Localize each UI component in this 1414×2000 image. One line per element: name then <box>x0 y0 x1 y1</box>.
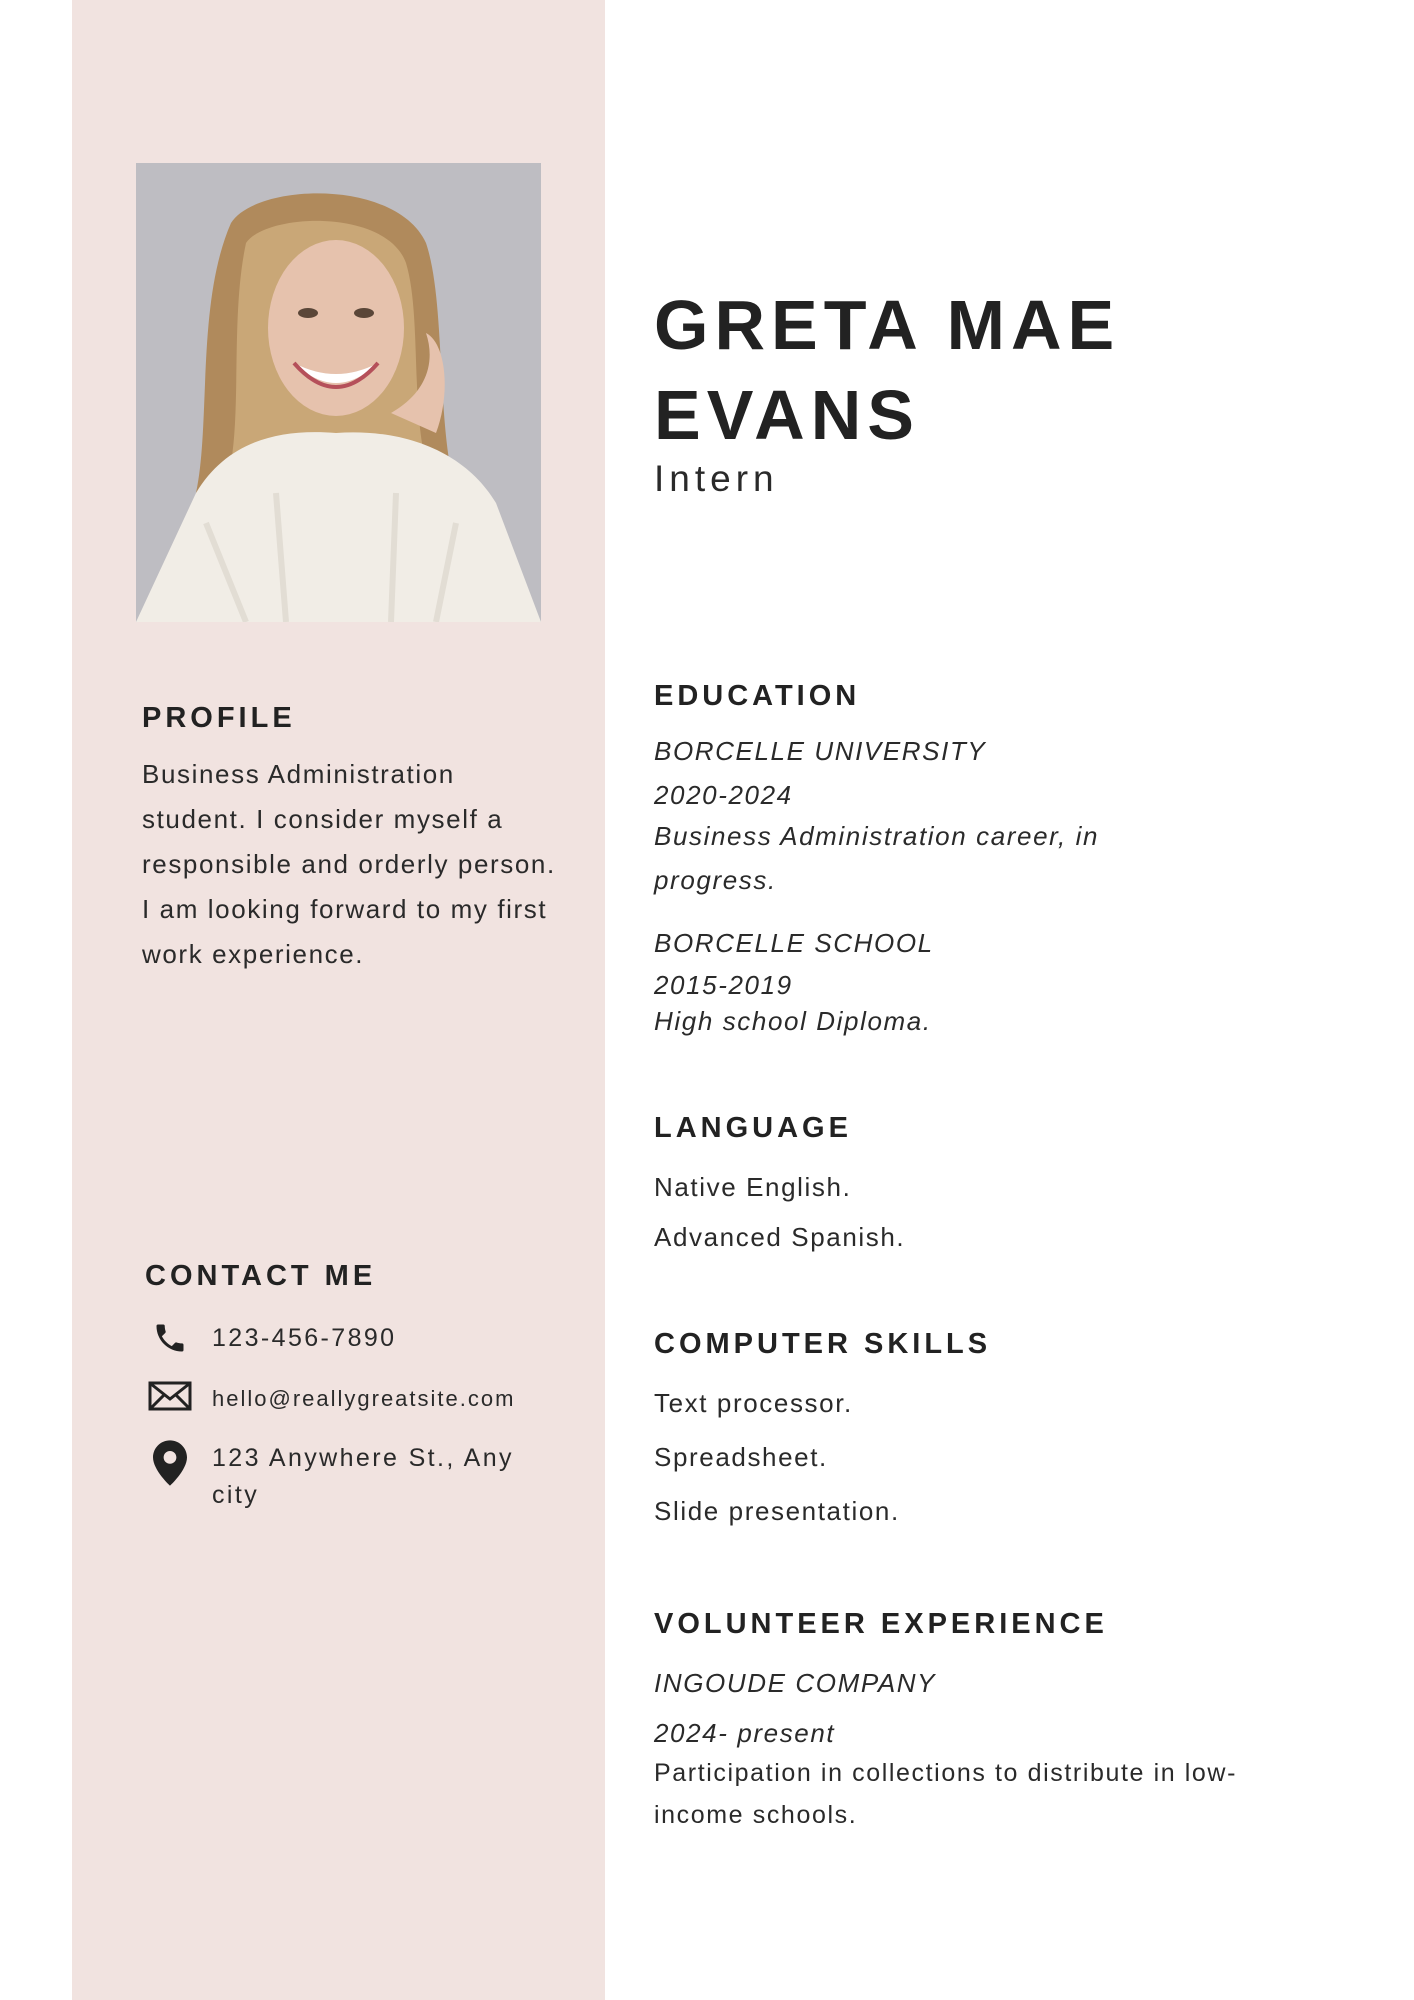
profile-heading: PROFILE <box>142 702 296 734</box>
address-text: 123 Anywhere St., Any city <box>212 1444 514 1509</box>
volunteer-description: Participation in collections to distribute in low-income schools. <box>654 1759 1238 1829</box>
education-years-1: 2020-2024 <box>654 780 793 810</box>
education-description-1: Business Administration career, in progress. <box>654 821 1100 895</box>
skill-item: Spreadsheet. <box>654 1442 828 1472</box>
language-heading: LANGUAGE <box>654 1112 852 1144</box>
contact-email <box>148 1380 532 1424</box>
skill-item: Text processor. <box>654 1388 853 1418</box>
language-item: Native English. <box>654 1172 852 1202</box>
education-years-2: 2015-2019 <box>654 970 793 1000</box>
name-line-2: EVANS <box>654 376 920 454</box>
volunteer-company: INGOUDE COMPANY <box>654 1668 937 1698</box>
language-item: Advanced Spanish. <box>654 1222 906 1252</box>
email-text: hello@reallygreatsite.com <box>212 1386 516 1411</box>
volunteer-period: 2024- present <box>654 1718 836 1748</box>
computer-skills-heading: COMPUTER SKILLS <box>654 1328 992 1360</box>
skill-item: Slide presentation. <box>654 1496 900 1526</box>
phone-text: 123-456-7890 <box>212 1324 397 1352</box>
education-school-1: BORCELLE UNIVERSITY <box>654 736 987 766</box>
education-school-2: BORCELLE SCHOOL <box>654 928 934 958</box>
contact-address <box>148 1440 532 1514</box>
phone-icon <box>148 1320 192 1364</box>
name-line-1: GRETA MAE <box>654 286 1121 364</box>
profile-text: Business Administration student. I consider myself a responsible and orderly person. I am looking forward to my first work experience. <box>142 759 556 969</box>
location-pin-icon <box>148 1440 192 1484</box>
envelope-icon <box>148 1380 192 1424</box>
contact-heading: CONTACT ME <box>145 1260 377 1292</box>
profile-photo <box>136 163 541 622</box>
education-heading: EDUCATION <box>654 680 861 712</box>
education-description-2: High school Diploma. <box>654 1006 932 1036</box>
candidate-name <box>654 280 1354 460</box>
volunteer-heading: VOLUNTEER EXPERIENCE <box>654 1608 1108 1640</box>
job-title: Intern <box>654 458 779 499</box>
contact-phone <box>148 1320 532 1364</box>
